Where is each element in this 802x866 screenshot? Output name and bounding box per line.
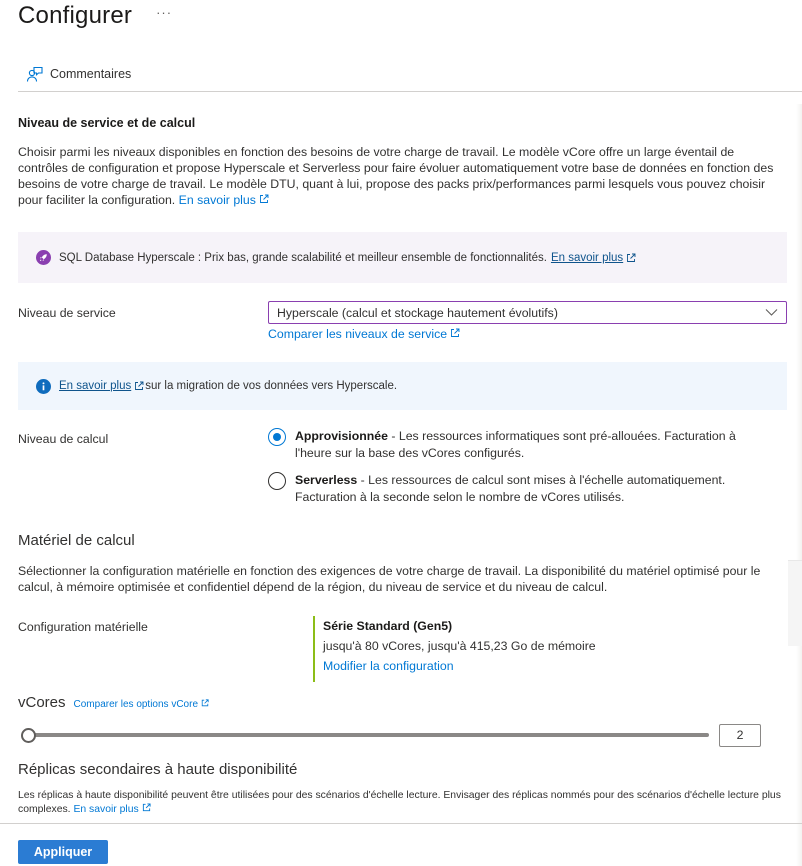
vcores-header [18, 694, 209, 711]
compare-service-tiers-label: Comparer les niveaux de service [268, 327, 448, 341]
replicas-description [18, 789, 788, 817]
feedback-label: Commentaires [50, 67, 132, 81]
replicas-description-text: Les réplicas à haute disponibilité peuvent être utilisées pour des scénarios d'échelle lecture. Envisager des réplicas nommés pour des scénarios d'échelle lecture plus complexes. [18, 790, 781, 815]
apply-button[interactable]: Appliquer [18, 840, 108, 864]
modify-configuration-link[interactable]: Modifier la configuration [323, 659, 454, 673]
serverless-description [295, 472, 765, 506]
panel-edge-shadow [796, 104, 802, 866]
feedback-icon [26, 66, 43, 83]
external-link-icon [259, 194, 269, 204]
provisioned-description [295, 428, 765, 462]
hardware-config-label: Configuration matérielle [18, 620, 148, 634]
migration-learn-more-label: En savoir plus [59, 380, 132, 392]
info-icon [36, 379, 51, 394]
migration-info-banner [18, 362, 787, 410]
vcores-slider[interactable] [21, 728, 711, 742]
compute-tier-option-provisioned[interactable] [268, 428, 765, 462]
serverless-title: Serverless [295, 473, 358, 487]
page-title: Configurer [18, 2, 133, 29]
command-bar [18, 62, 802, 92]
hardware-heading: Matériel de calcul [18, 532, 135, 549]
hyperscale-promo-banner [18, 232, 787, 283]
provisioned-desc-text: - Les ressources informatiques sont pré-allouées. Facturation à l'heure sur la base des vCores configurés. [295, 429, 736, 460]
serverless-desc-text: - Les ressources de calcul sont mises à l'échelle automatiquement. Facturation à la seconde selon le nombre de vCores utilisés. [295, 473, 726, 504]
external-link-icon [201, 699, 209, 707]
replicas-learn-more-link[interactable] [73, 804, 150, 815]
hardware-config-summary [313, 616, 596, 682]
hardware-limits: jusqu'à 80 vCores, jusqu'à 415,23 Go de mémoire [323, 639, 596, 653]
compute-tier-label: Niveau de calcul [18, 432, 109, 446]
slider-thumb[interactable] [21, 728, 36, 743]
rocket-icon [36, 250, 51, 265]
footer-divider [0, 823, 802, 824]
migration-banner-text: sur la migration de vos données vers Hyperscale. [145, 380, 398, 392]
title-row [18, 2, 172, 30]
hyperscale-learn-more-label: En savoir plus [550, 251, 624, 264]
radio-provisioned[interactable] [268, 428, 286, 446]
external-link-icon [134, 381, 144, 391]
external-link-icon [142, 803, 151, 812]
compare-service-tiers-link[interactable] [268, 327, 460, 341]
migration-learn-more-link[interactable] [59, 380, 131, 392]
service-section-heading: Niveau de service et de calcul [18, 116, 196, 130]
slider-track[interactable] [27, 733, 709, 737]
replicas-heading: Réplicas secondaires à haute disponibilité [18, 761, 298, 778]
replicas-learn-more-label: En savoir plus [73, 804, 139, 815]
compare-vcore-options-label: Comparer les options vCore [73, 699, 199, 710]
more-options-button[interactable]: ··· [156, 5, 173, 20]
service-learn-more-label: En savoir plus [178, 193, 256, 207]
vcores-label: vCores [18, 694, 66, 711]
service-description-text: Choisir parmi les niveaux disponibles en fonction des besoins de votre charge de travail. Le modèle vCore offre un large éventail de contrôles de configuration et propose Hyperscale et Serverless pour faire évoluer automatiquement votre base de données en fonction des besoins de votre charge de travail. Le modèle DTU, quant à lui, propose des packs prix/performances parmi lesquels vous pouvez choisir pour faciliter la configuration. [18, 145, 774, 207]
service-learn-more-link[interactable] [179, 193, 269, 207]
external-link-icon [450, 328, 460, 338]
hardware-description: Sélectionner la configuration matérielle en fonction des exigences de votre charge de travail. La disponibilité du matériel optimisé pour le calcul, à mémoire optimisée et confidentiel dépend de la région, du niveau de service et du niveau de calcul. [18, 564, 761, 594]
scrollbar-track[interactable] [788, 560, 802, 646]
service-tier-selected-value: Hyperscale (calcul et stockage hautement évolutifs) [277, 305, 558, 320]
provisioned-title: Approvisionnée [295, 429, 388, 443]
vcores-value-input[interactable]: 2 [719, 724, 761, 747]
chevron-down-icon [765, 307, 778, 317]
service-tier-label: Niveau de service [18, 306, 116, 320]
radio-serverless[interactable] [268, 472, 286, 490]
hyperscale-learn-more-link[interactable] [551, 252, 623, 264]
feedback-button[interactable] [18, 62, 131, 86]
compute-tier-option-serverless[interactable] [268, 472, 765, 506]
service-section-description [18, 144, 778, 208]
service-tier-dropdown[interactable] [268, 301, 787, 324]
hardware-series: Série Standard (Gen5) [323, 619, 453, 633]
external-link-icon [626, 253, 636, 263]
hyperscale-banner-text: SQL Database Hyperscale : Prix bas, grande scalabilité et meilleur ensemble de fonctionnalités. [59, 251, 547, 264]
compare-vcore-options-link[interactable] [74, 699, 210, 710]
